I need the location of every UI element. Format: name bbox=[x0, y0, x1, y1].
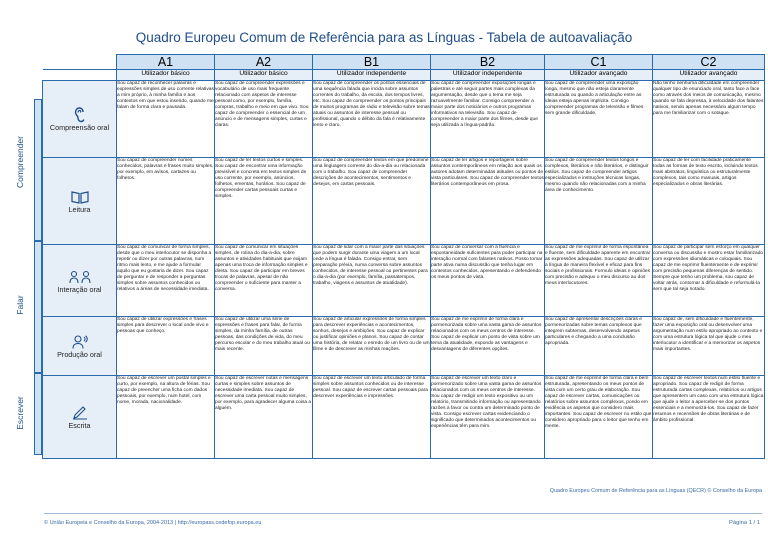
level-code-b2: B2 bbox=[431, 55, 545, 70]
skill-cell bbox=[43, 158, 117, 245]
level-name-a1: Utilizador básico bbox=[117, 70, 215, 81]
level-name-c2: Utilizador avançado bbox=[653, 70, 765, 81]
descriptor-a1: Sou capaz de compreender nomes conhecidos, palavras e frases muito simples, por exemplo, em avisos, cartazes ou folhetos. bbox=[117, 158, 215, 245]
group-bar-compreender bbox=[34, 99, 42, 241]
skill-row-leitura bbox=[43, 158, 765, 245]
skill-row-escrita bbox=[43, 376, 765, 459]
skill-cell bbox=[43, 81, 117, 158]
corner-cell-2 bbox=[43, 70, 117, 81]
descriptor-b2: Sou capaz de escrever um texto claro e pormenorizado sobre uma vasta gama de assuntos relacionados com os meus centros de interesse. Sou capaz de redigir um texto expositivo ou um relatório, transmitindo informação ou apresentando razões a favor ou contra um determinado ponto de vista. Consigo escrever cartas evidenciando o significado que determinados acontecimentos ou experiências têm para mim. bbox=[431, 376, 545, 459]
conversation-icon bbox=[68, 270, 92, 284]
descriptor-c1: Sou capaz de compreender uma exposição longa, mesmo que não esteja claramente estruturada ou quando a articulação entre as ideias esteja apenas implícita. Consigo compreender programas de televisão e filmes sem grande dificuldade. bbox=[545, 81, 653, 158]
level-name-a2: Utilizador básico bbox=[215, 70, 313, 81]
descriptor-b1: Sou capaz de compreender os pontos essenciais de uma sequência falada que incida sobre assuntos correntes do trabalho, da escola, dos tempos livres, etc. Sou capaz de compreender os pontos principais de muitos programas de rádio e televisão sobre temas atuais ou assuntos de interesse pessoal ou profissional, quando o débito da fala é relativamente lento e claro. bbox=[313, 81, 431, 158]
descriptor-c2: Não tenho nenhuma dificuldade em compreender qualquer tipo de enunciado oral, tanto face a face como através dos meios de comunicação, mesmo quando se fala depressa, à velocidade dos falantes nativos, sendo apenas necessário algum tempo para me familiarizar com o sotaque. bbox=[653, 81, 765, 158]
descriptor-a2: Sou capaz de compreender expressões e vocabulário de uso mais frequente relacionado com aspetos de interesse pessoal como, por exemplo, família, compras, trabalho e meio em que vivo. Sou capaz de compreender o essencial de um anúncio e de mensagens simples, curtas e claras. bbox=[215, 81, 313, 158]
group-label-compreender: Compreender bbox=[15, 136, 25, 188]
skill-label: Escrita bbox=[68, 421, 91, 430]
skill-label: Produção oral bbox=[57, 350, 102, 359]
source-note: Quadro Europeu Comum de Referência para as Línguas (QECR) © Conselho da Europa bbox=[549, 488, 762, 494]
group-bar-falar bbox=[34, 241, 42, 373]
skill-label: Leitura bbox=[68, 205, 91, 214]
level-code-row bbox=[43, 55, 765, 70]
descriptor-a2: Sou capaz de ler textos curtos e simples. Sou capaz de encontrar uma informação previsível e concreta em textos simples de uso corrente, por exemplo, anúncios, folhetos, ementas, horários. Sou capaz de compreender cartas pessoais curtas e simples. bbox=[215, 158, 313, 245]
page-number: Página 1 / 1 bbox=[729, 520, 760, 526]
skill-row-compreensao-oral bbox=[43, 81, 765, 158]
footer-divider bbox=[44, 513, 762, 514]
descriptor-b2: Sou capaz de conversar com a fluência e espontaneidade suficientes para poder participar na interação normal com falantes nativos. Posso tomar parte ativa numa discussão que tenha lugar em contextos conhecidos, apresentando e defendendo os meus pontos de vista. bbox=[431, 245, 545, 317]
descriptor-a2: Sou capaz de escrever notas e mensagens curtas e simples sobre assuntos de necessidade imediata. Sou capaz de escrever uma carta pessoal muito simples, por exemplo, para agradecer alguma coisa a alguém. bbox=[215, 376, 313, 459]
book-icon bbox=[68, 190, 92, 204]
group-bar-escrever bbox=[34, 373, 42, 455]
descriptor-c2: Sou capaz de ler com facilidade praticamente todas as formas de texto escrito, incluindo textos mais abstratos, linguística ou estruturalmente complexos, tais como manuais, artigos especializados e obras literárias. bbox=[653, 158, 765, 245]
descriptor-a1: Sou capaz de utilizar expressões e frases simples para descrever o local onde vivo e pessoas que conheço. bbox=[117, 317, 215, 376]
speaking-icon bbox=[68, 335, 92, 349]
descriptor-c2: Sou capaz de, sem dificuldade e fluentemente, fazer uma exposição oral ou desenvolver uma argumentação num estilo apropriado ao contexto e com uma estrutura lógica tal que ajude o meu interlocutor a identificar e a memorizar os aspetos mais importantes. bbox=[653, 317, 765, 376]
level-name-row bbox=[43, 70, 765, 81]
descriptor-b1: Sou capaz de lidar com a maior parte das situações que podem surgir durante uma viagem a um local onde a língua é falada. Consigo entrar, sem preparação prévia, numa conversa sobre assuntos conhecidos, de interesse pessoal ou pertinentes para o dia-a-dia (por exemplo, família, passatempos, trabalho, viagens e assuntos de atualidade). bbox=[313, 245, 431, 317]
skill-cell bbox=[43, 376, 117, 459]
skill-label: Interação oral bbox=[57, 284, 102, 294]
descriptor-b2: Sou capaz de ler artigos e reportagens sobre assuntos contemporâneos em relação aos quais os autores adotam determinadas atitudes ou pontos de vista particulares. Sou capaz de compreender textos literários contemporâneos em prosa. bbox=[431, 158, 545, 245]
descriptor-c1: Sou capaz de compreender textos longos e complexos, literários e não literários, e distinguir estilos. Sou capaz de compreender artigos especializados e instruções técnicas longas, mesmo quando não relacionadas com a minha área de conhecimento. bbox=[545, 158, 653, 245]
descriptor-b1: Sou capaz de articular expressões de forma simples para descrever experiências e acontecimentos, sonhos, desejos e ambições. Sou capaz de explicar ou justificar opiniões e planos. Sou capaz de contar uma história, de relatar o enredo de um livro ou de um filme e de descrever as minhas reações. bbox=[313, 317, 431, 376]
descriptor-a1: Sou capaz de comunicar de forma simples, desde que o meu interlocutor se disponha a repetir ou dizer por outras palavras, num ritmo mais lento, e me ajude a formular aquilo que eu gostaria de dizer. Sou capaz de perguntar e de responder a perguntas simples sobre assuntos conhecidos ou relativos a áreas de necessidade imediata. bbox=[117, 245, 215, 317]
descriptor-c1: Sou capaz de apresentar descrições claras e pormenorizadas sobre temas complexos que integrem subtemas, desenvolvendo aspetos particulares e chegando a uma conclusão apropriada. bbox=[545, 317, 653, 376]
level-code-c1: C1 bbox=[545, 55, 653, 70]
descriptor-c2: Sou capaz de escrever textos num estilo fluente e apropriado. Sou capaz de redigir de forma estruturada cartas complexas, relatórios ou artigos que apresentem um caso com uma estrutura lógica que ajude o leitor a aperceber-se dos pontos essenciais e a memorizá-los. Sou capaz de fazer resumos e recensões de obras literárias e de âmbito profissional. bbox=[653, 376, 765, 459]
page-title: Quadro Europeu Comum de Referência para as Línguas - Tabela de autoavaliação bbox=[135, 30, 633, 45]
self-assessment-table bbox=[42, 54, 765, 459]
skill-label: Compreensão oral bbox=[49, 123, 110, 132]
descriptor-a1: Sou capaz de escrever um postal simples e curto, por exemplo, na altura de férias. Sou capaz de preencher uma ficha com dados pessoais, por exemplo, num hotel, com nome, morada, nacionalidade. bbox=[117, 376, 215, 459]
level-code-a2: A2 bbox=[215, 55, 313, 70]
group-label-falar: Falar bbox=[15, 295, 25, 315]
descriptor-a2: Sou capaz de comunicar em situações simples, de rotina do dia-a-dia, sobre assuntos e atividades habituais que exijam apenas uma troca de informação simples e direta. Sou capaz de participar em breves trocas de palavras, apesar de não compreender o suficiente para manter a conversa. bbox=[215, 245, 313, 317]
group-label-escrever: Escrever bbox=[15, 396, 25, 430]
skill-row-producao-oral bbox=[43, 317, 765, 376]
descriptor-c1: Sou capaz de me exprimir de forma clara e bem estruturada, apresentando os meus pontos de vista com um certo grau de elaboração. Sou capaz de escrever cartas, comunicações ou relatórios sobre assuntos complexos, pondo em evidência os aspetos que considero mais importantes. Sou capaz de escrever no estilo que considero apropriado para o leitor que tenho em mente. bbox=[545, 376, 653, 459]
level-code-a1: A1 bbox=[117, 55, 215, 70]
level-name-b1: Utilizador independente bbox=[313, 70, 431, 81]
level-code-b1: B1 bbox=[313, 55, 431, 70]
copyright-note[interactable]: © União Europeia e Conselho da Europa, 2004-2013 | http://europass.cedefop.europa.eu bbox=[44, 520, 262, 526]
level-code-c2: C2 bbox=[653, 55, 765, 70]
descriptor-a2: Sou capaz de utilizar uma série de expressões e frases para falar, de forma simples, da minha família, de outras pessoas, das condições de vida, do meu percurso escolar e do meu trabalho atual ou mais recente. bbox=[215, 317, 313, 376]
descriptor-c2: Sou capaz de participar sem esforço em qualquer conversa ou discussão e mostro estar familiarizado com expressões idiomáticas e coloquiais. Sou capaz de me exprimir fluentemente e de exprimir com precisão pequenas diferenças de sentido. Sempre que tenho um problema, sou capaz de voltar atrás, contornar a dificuldade e reformulá-la sem que tal seja notado. bbox=[653, 245, 765, 317]
descriptor-a1: Sou capaz de reconhecer palavras e expressões simples de uso corrente relativas a mim próprio, à minha família e aos contextos em que estou inserido, quando me falam de forma clara e pausada. bbox=[117, 81, 215, 158]
skill-cell bbox=[43, 317, 117, 376]
descriptor-b2: Sou capaz de compreender exposições longas e palestras e até seguir partes mais complexas da argumentação, desde que o tema me seja razoavelmente familiar. Consigo compreender a maior parte dos noticiários e outros programas informativos na televisão. Sou capaz de compreender a maior parte dos filmes, desde que seja utilizada a língua-padrão. bbox=[431, 81, 545, 158]
level-name-b2: Utilizador independente bbox=[431, 70, 545, 81]
descriptor-b2: Sou capaz de me exprimir de forma clara e pormenorizada sobre uma vasta gama de assuntos relacionados com os meus centros de interesse. Sou capaz de explicar um ponto de vista sobre um tema da atualidade, expondo as vantagens e desvantagens de diferentes opções. bbox=[431, 317, 545, 376]
pen-icon bbox=[68, 406, 92, 420]
ear-icon bbox=[68, 108, 92, 122]
descriptor-b1: Sou capaz de escrever um texto articulado de forma simples sobre assuntos conhecidos ou de interesse pessoal. Sou capaz de escrever cartas pessoais para descrever experiências e impressões. bbox=[313, 376, 431, 459]
level-name-c1: Utilizador avançado bbox=[545, 70, 653, 81]
corner-cell bbox=[43, 55, 117, 70]
skill-row-interacao-oral bbox=[43, 245, 765, 317]
descriptor-b1: Sou capaz de compreender textos em que predomine uma linguagem corrente do dia-a-dia ou relacionada com o trabalho. Sou capaz de compreender descrições de acontecimentos, sentimentos e desejos, em cartas pessoais. bbox=[313, 158, 431, 245]
descriptor-c1: Sou capaz de me exprimir de forma espontânea e fluente, sem dificuldade aparente em encontrar as expressões adequadas. Sou capaz de utilizar a língua de maneira flexível e eficaz para fins sociais e profissionais. Formulo ideias e opiniões com precisão e adequo o meu discurso ao dos meus interlocutores. bbox=[545, 245, 653, 317]
skill-cell bbox=[43, 245, 117, 317]
